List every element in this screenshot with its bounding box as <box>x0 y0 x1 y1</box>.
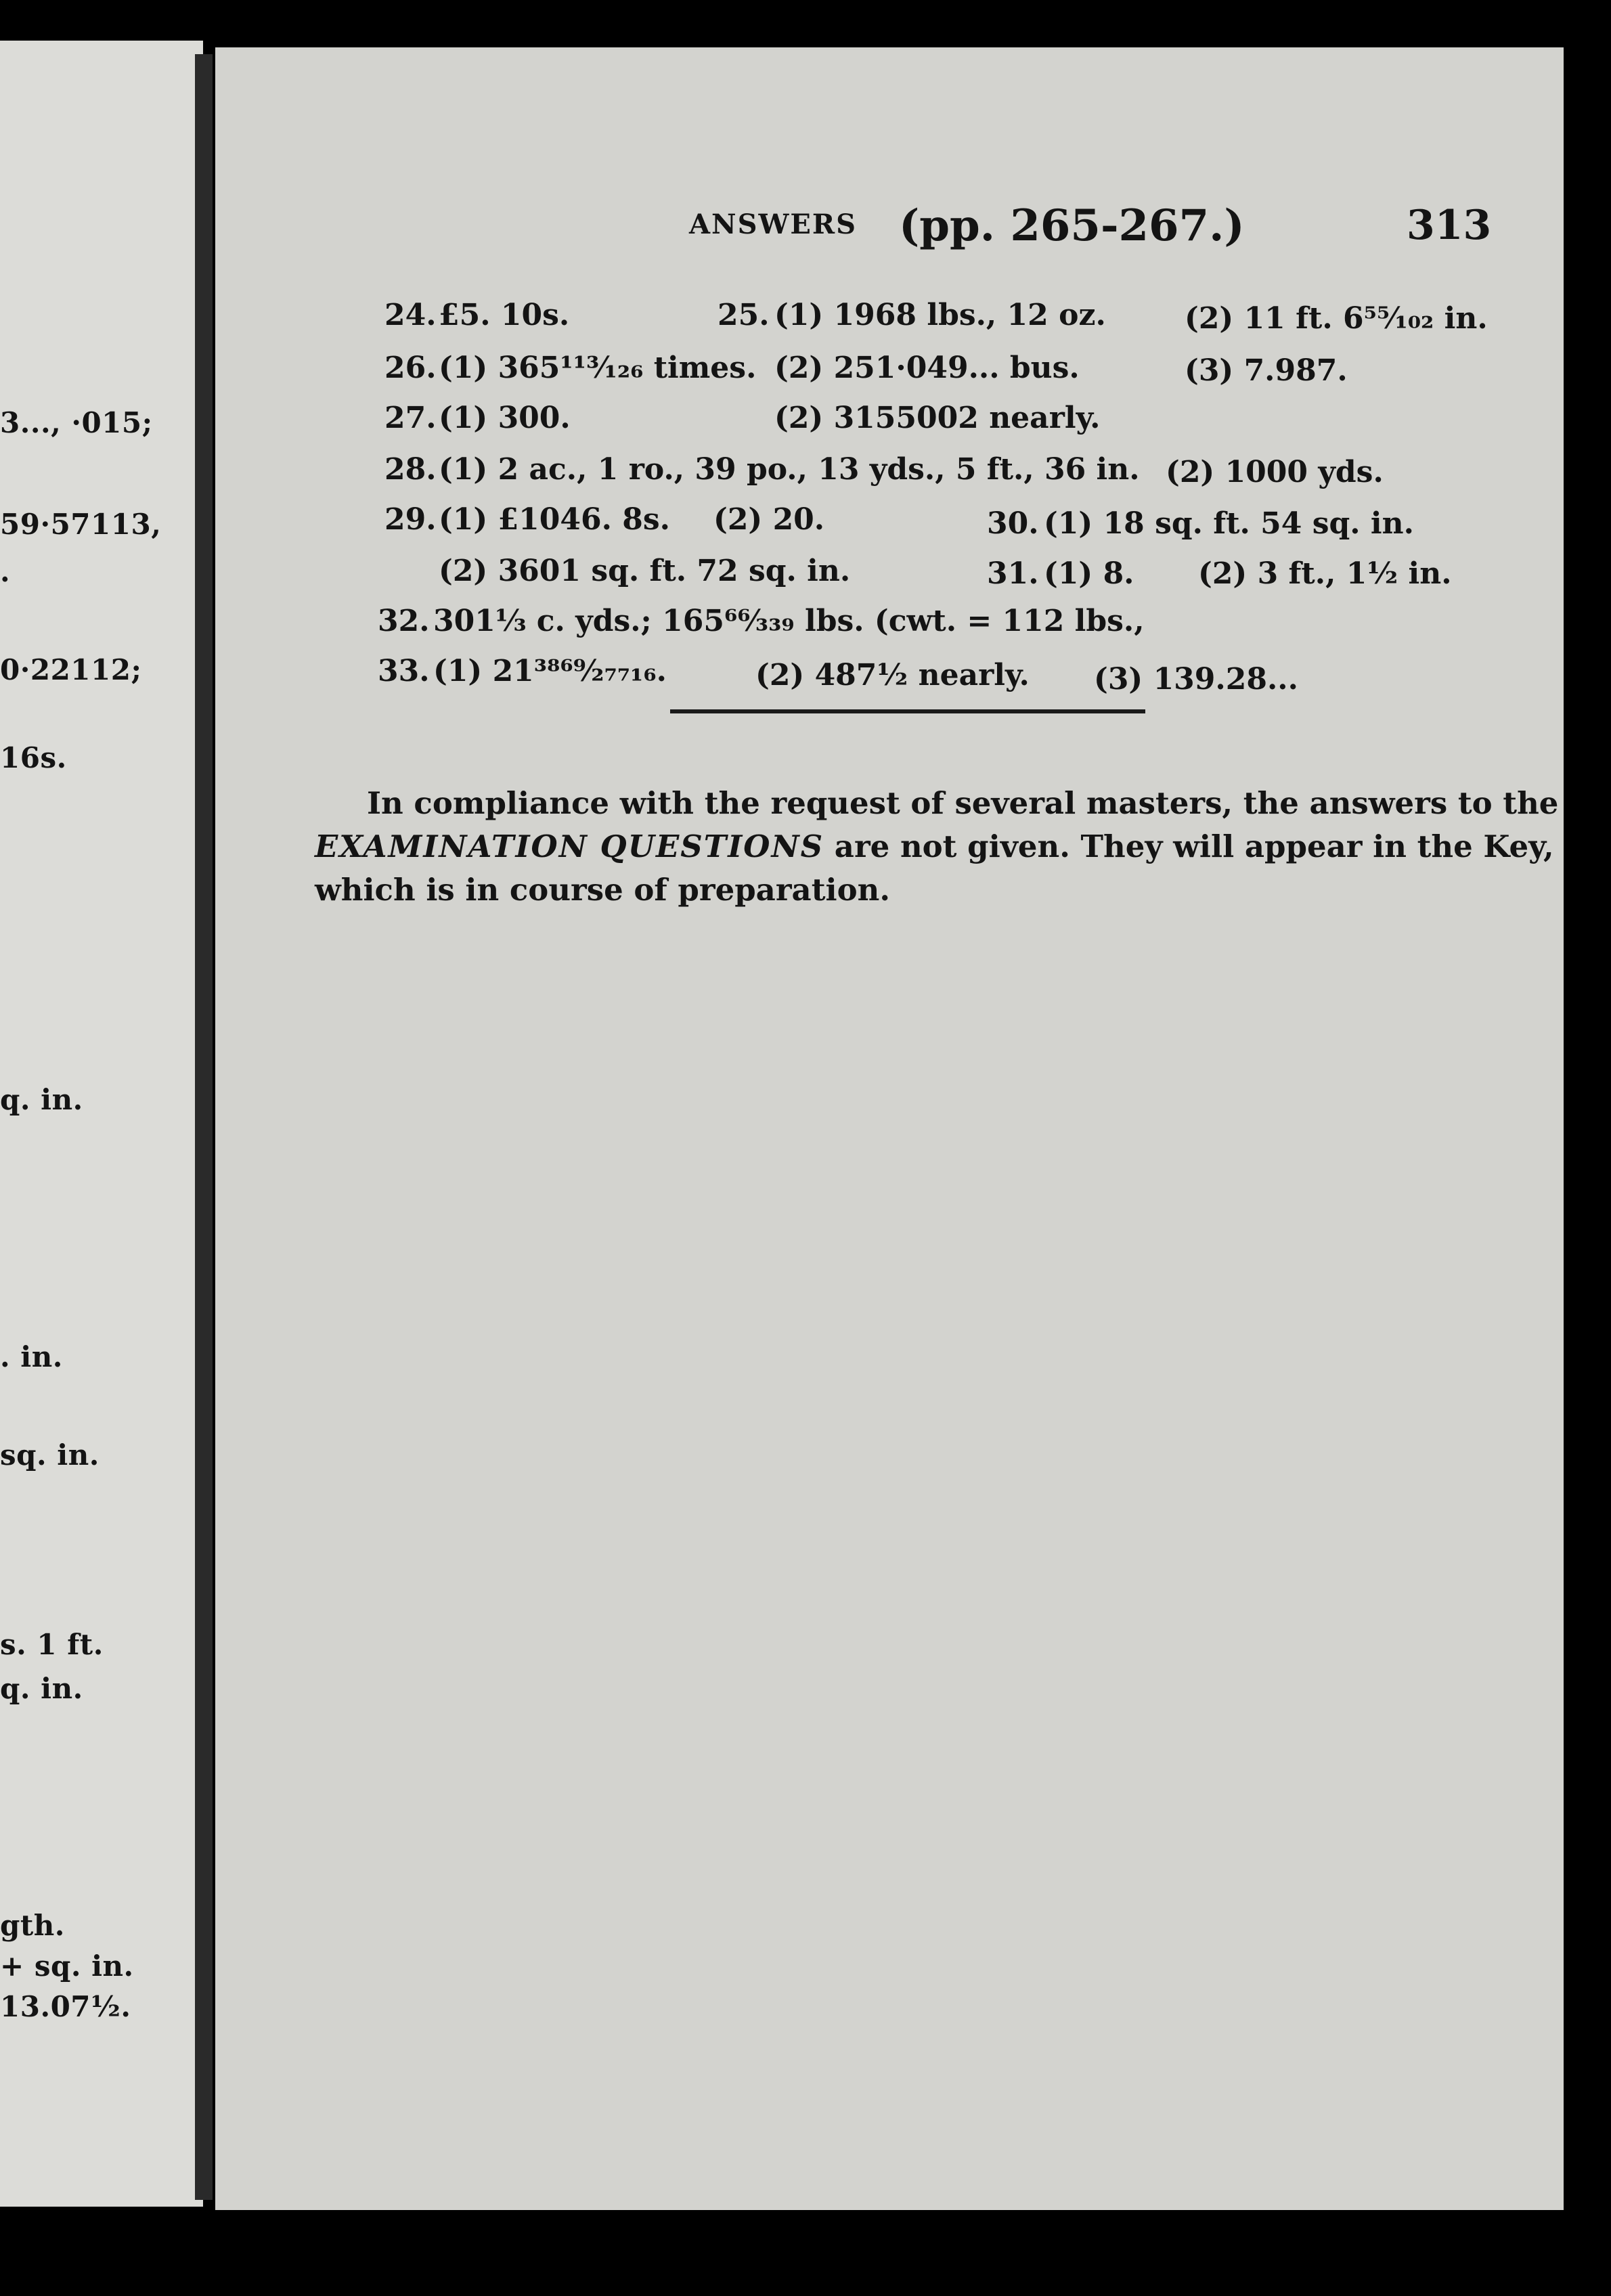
left-fragment: . <box>0 555 11 588</box>
compliance-note <box>315 782 1559 912</box>
answer-number: 27. <box>384 401 437 435</box>
note-line <box>315 825 1554 868</box>
answer-text: (1) 21³⁸⁶⁹⁄₂₇₇₁₆. <box>433 654 667 688</box>
answer-number: 30. <box>987 506 1039 541</box>
answer-text: (2) 3601 sq. ft. 72 sq. in. <box>439 554 851 588</box>
left-fragment: 59·57113, <box>0 508 162 541</box>
answer-number: 33. <box>378 654 430 688</box>
answer-number: 28. <box>384 452 437 487</box>
answer-text: £5. 10s. <box>439 298 570 332</box>
left-fragment: + sq. in. <box>0 1949 134 1983</box>
left-fragment: 13.07½. <box>0 1990 131 2023</box>
page-number: 313 <box>1407 202 1492 249</box>
left-fragment: 3..., ·015; <box>0 406 153 439</box>
answer-number: 32. <box>378 604 430 638</box>
examination-questions-label: EXAMINATION QUESTIONS <box>315 829 824 864</box>
answer-number: 25. <box>718 298 770 332</box>
answer-text: (2) 3155002 nearly. <box>774 401 1101 435</box>
left-fragment: 0·22112; <box>0 653 142 686</box>
answer-text: (1) £1046. 8s. <box>439 502 670 537</box>
left-fragment: s. 1 ft. <box>0 1628 104 1661</box>
note-line: In compliance with the request of several masters, the answers to the <box>367 785 1559 821</box>
answer-number: 31. <box>987 556 1039 591</box>
answer-text: (1) 18 sq. ft. 54 sq. in. <box>1044 506 1414 541</box>
left-fragment: q. in. <box>0 1083 83 1116</box>
page-header-range: (pp. 265-267.) <box>899 200 1245 251</box>
answer-text: (1) 365¹¹³⁄₁₂₆ times. <box>439 351 757 385</box>
left-fragment: sq. in. <box>0 1438 100 1472</box>
left-fragment: . in. <box>0 1340 63 1373</box>
answer-text: 301⅓ c. yds.; 165⁶⁶⁄₃₃₉ lbs. (cwt. = 112 lbs., <box>433 604 1145 638</box>
page-gutter <box>195 54 213 2200</box>
answer-text: (2) 487½ nearly. <box>755 658 1030 692</box>
answer-number: 24. <box>384 298 437 332</box>
answer-text: (1) 8. <box>1044 556 1134 591</box>
page-header-title: ANSWERS <box>689 208 858 240</box>
note-line-rest: are not given. They will appear in the Key, <box>824 829 1554 864</box>
answer-text: (2) 11 ft. 6⁵⁵⁄₁₀₂ in. <box>1185 301 1488 336</box>
left-fragment: q. in. <box>0 1672 83 1705</box>
answer-text: (2) 3 ft., 1½ in. <box>1198 556 1452 591</box>
answer-text: (1) 300. <box>439 401 571 435</box>
answers-page <box>215 47 1564 2210</box>
answer-text: (2) 251·049... bus. <box>774 351 1080 385</box>
answer-number: 29. <box>384 502 437 537</box>
left-page-fragment <box>0 41 203 2207</box>
answer-text: (2) 1000 yds. <box>1166 455 1384 489</box>
left-fragment: gth. <box>0 1909 65 1942</box>
answer-text: (1) 1968 lbs., 12 oz. <box>774 298 1106 332</box>
answer-text: (3) 139.28... <box>1094 662 1298 697</box>
answer-text: (1) 2 ac., 1 ro., 39 po., 13 yds., 5 ft., 36 in. <box>439 452 1140 487</box>
answer-number: 26. <box>384 351 437 385</box>
note-line: which is in course of preparation. <box>315 872 890 908</box>
answer-text: (2) 20. <box>713 502 825 537</box>
section-rule <box>670 709 1145 713</box>
answer-text: (3) 7.987. <box>1185 353 1348 388</box>
left-fragment: 16s. <box>0 741 67 774</box>
